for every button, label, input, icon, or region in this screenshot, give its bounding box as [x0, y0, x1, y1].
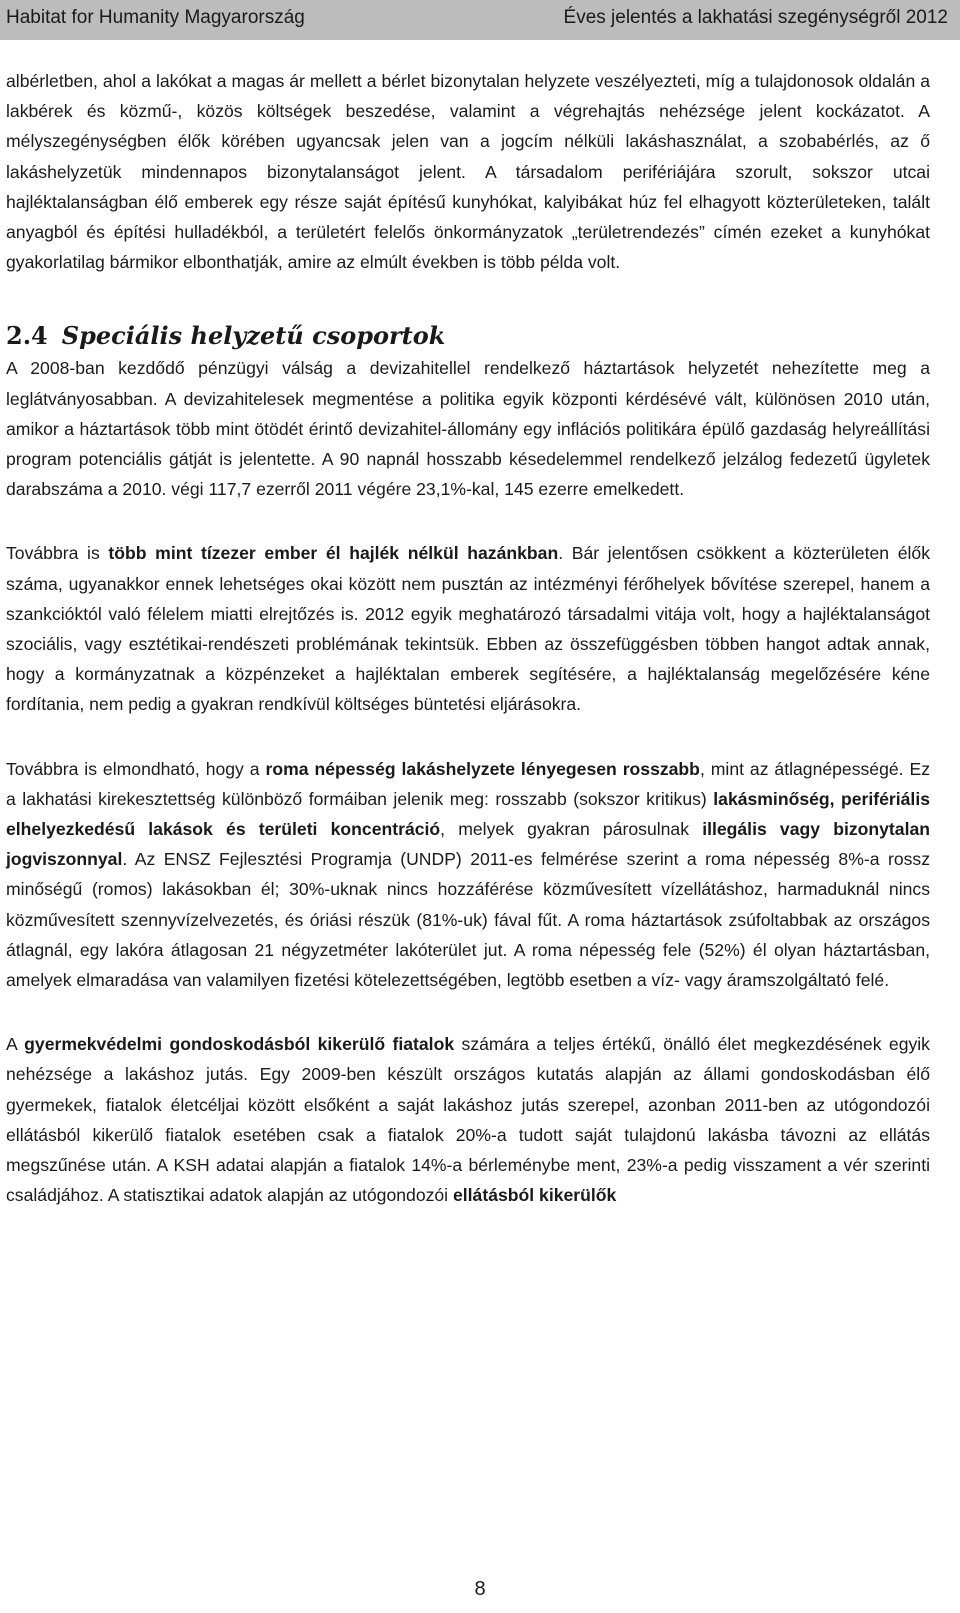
text-run: , mint az átlagnépességé. Ez a lakhatási kirekesztettség különböző formáiban jelenik meg: rosszabb (sokszor kritikus) — [6, 758, 931, 809]
running-header — [0, 0, 960, 40]
page-number: 8 — [474, 1578, 486, 1600]
text-run: . Az ENSZ Fejlesztési Programja (UNDP) 2011-es felmérése szerint a roma népesség 8%-a rossz minőségű (romos) lakásokban él; 30%-uknak nincs hozzáférése közművesített vízellátáshoz, harmaduknál nincs közművesített szennyvízelvezetés, és óriási részük (81%-uk) fával fűt. A roma háztartások zsúfoltabbak az országos átlagnál, egy lakóra átlagosan 21 négyzetméter lakóterület jut. A roma népesség fele (52%) él olyan háztartásban, amelyek elmaradása van valamilyen fizetési kötelezettségében, legtöbb esetben a víz- vagy áramszolgáltató felé. — [6, 849, 930, 991]
section-heading — [6, 319, 930, 353]
header-organization: Habitat for Humanity Magyarország — [6, 7, 305, 28]
emphasis-text: roma népesség lakáshelyzete lényegesen rosszabb — [265, 758, 700, 779]
paragraph-intro: albérletben, ahol a lakókat a magas ár mellett a bérlet bizonytalan helyzete veszélyezteti, míg a tulajdonosok oldalán a lakbérek és közmű-, közös költségek beszedése, valamint a végrehajtás nehézsége jelent kockázatot. A mélyszegénységben élők körében ugyancsak jelen van a jogcím nélküli lakáshasználat, a szobabérlés, az ő lakáshelyzetük mindennapos bizonytalanságot jelent. A társadalom perifériájára szorult, sokszor utcai hajléktalanságban élő emberek egy része saját építésű kunyhókat, kalyibákat húz fel elhagyott közterületeken, talált anyagból és építési hulladékból, a területért felelős önkormányzatok „területrendezés” címén ezeket a kunyhókat gyakorlatilag bármikor elbonthatják, amire az elmúlt években is több példa volt. — [6, 71, 930, 273]
paragraph-foreign-currency-loans: A 2008-ban kezdődő pénzügyi válság a devizahitellel rendelkező háztartások helyzetét nehezítette meg a leglátványosabban. A devizahitelesek megmentése a politika egyik központi kérdésévé vált, különösen 2010 után, amikor a háztartások több mint ötödét érintő devizahitel-állomány egy inflációs politikára épülő gazdaság helyreállítási program potenciális gátját is jelentette. A 90 napnál hosszabb késedelemmel rendelkező jelzálog fedezetű ügyletek darabszáma a 2010. végi 117,7 ezerről 2011 végére 23,1%-kal, 145 ezerre emelkedett. — [6, 358, 930, 500]
text-run: . Bár jelentősen csökkent a közterületen élők száma, ugyanakkor ennek lehetséges okai között nem pusztán az intézményi férőhelyek bővítése szerepel, hanem a szankcióktól való félelem miatti elrejtőzés is. 2012 egyik meghatározó társadalmi vitája volt, hogy a hajléktalanságot szociális, vagy esztétikai-rendészeti problémának tekintsük. Ebben az összefüggésben többen hangot adtak annak, hogy a kormányzatnak a közpénzeket a hajléktalan emberek segítésére, a hajléktalanság megelőzésére kéne fordítania, nem pedig a gyakran rendkívül költséges büntetési eljárásokra. — [6, 543, 930, 715]
emphasis-text: több mint tízezer ember él hajlék nélkül hazánkban — [108, 543, 559, 564]
emphasis-text: gyermekvédelmi gondoskodásból kikerülő fiatalok — [24, 1034, 455, 1055]
section-title: Speciális helyzetű csoportok — [61, 321, 446, 351]
paragraph-youth-care-leavers — [6, 1029, 930, 1210]
emphasis-text: ellátásból kikerülők — [452, 1185, 617, 1206]
text-run: Továbbra is — [6, 543, 109, 564]
text-run: A — [6, 1034, 25, 1055]
emphasis-text: illegális vagy bizonytalan jogviszonnyal — [6, 819, 930, 870]
paragraph-roma-housing — [6, 754, 930, 996]
text-run: számára a teljes értékű, önálló élet megkezdésének egyik nehézsége a lakáshoz jutás. Egy 2009-ben készült országos kutatás alapján az állami gondoskodásban élő gyermekek, fiatalok életcéljai között elsőként a saját lakáshoz jutás szerepel, azonban 2011-ben az utógondozói ellátásból kikerülő fiatalok esetében csak a fiatalok 20%-a tudott saját tulajdonú lakásba távozni az ellátás megszűnése után. A KSH adatai alapján a fiatalok 14%-a bérleménybe ment, 23%-a pedig visszament a vér szerinti családjához. A statisztikai adatok alapján az utógondozói — [6, 1034, 930, 1206]
text-run: Továbbra is elmondható, hogy a — [6, 758, 266, 779]
emphasis-text: lakásminőség, perifériális elhelyezkedésű lakások és területi koncentráció — [6, 788, 930, 840]
page-body — [6, 66, 930, 1211]
header-report-title: Éves jelentés a lakhatási szegénységről 2012 — [563, 7, 948, 28]
text-run: , melyek gyakran párosulnak — [440, 819, 703, 840]
paragraph-homelessness — [6, 538, 930, 719]
section-number: 2.4 — [6, 321, 48, 351]
